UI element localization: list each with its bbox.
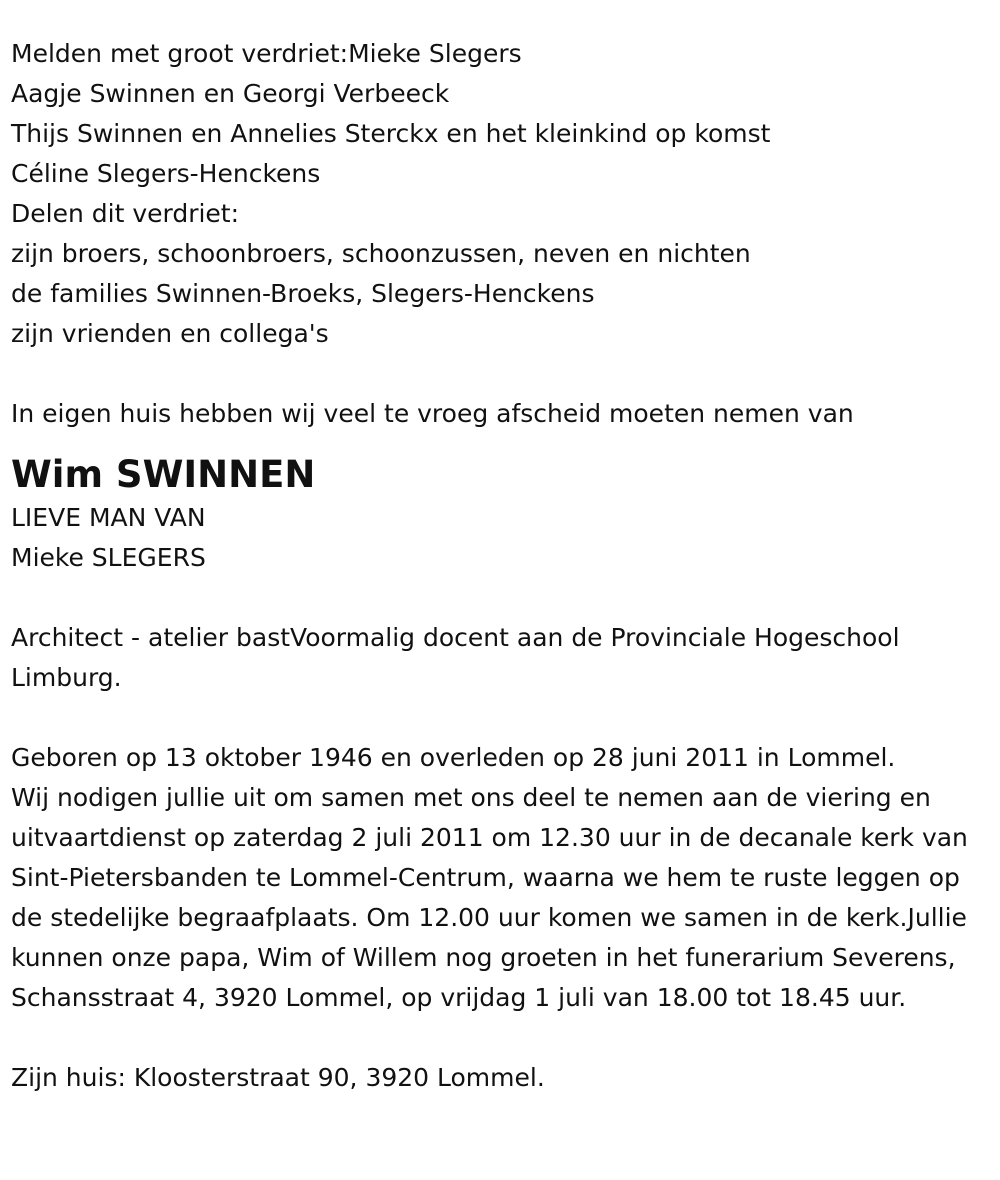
announcers-block bbox=[11, 34, 990, 194]
spouse-name: Mieke SLEGERS bbox=[11, 543, 206, 572]
deceased-block bbox=[11, 452, 990, 578]
sharer-line: zijn broers, schoonbroers, schoonzussen, neven en nichten bbox=[11, 239, 751, 268]
invitation-text: Wij nodigen jullie uit om samen met ons deel te nemen aan de viering en uitvaartdienst op zaterdag 2 juli 2011 om 12.30 uur in de decanale kerk van Sint-Pietersbanden te Lommel-Centrum, waarna we hem te ruste leggen op de stedelijke begraafplaats. Om 12.00 uur komen we samen in de kerk.Jullie kunnen onze papa, Wim of Willem nog groeten in het funerarium Severens, Schansstraat 4, 3920 Lommel, op vrijdag 1 juli van 18.00 tot 18.45 uur. bbox=[11, 783, 968, 1012]
home-address: Zijn huis: Kloosterstraat 90, 3920 Lommel. bbox=[11, 1063, 545, 1092]
spacer bbox=[11, 698, 990, 738]
sharer-line: de families Swinnen-Broeks, Slegers-Henckens bbox=[11, 279, 595, 308]
sharer-line: zijn vrienden en collega's bbox=[11, 319, 329, 348]
sharers-block bbox=[11, 194, 990, 354]
spacer bbox=[11, 578, 990, 618]
spacer bbox=[11, 1018, 990, 1058]
details-block bbox=[11, 738, 990, 1018]
intro-text: In eigen huis hebben wij veel te vroeg afscheid moeten nemen van bbox=[11, 399, 854, 428]
born-died-text: Geboren op 13 oktober 1946 en overleden op 28 juni 2011 in Lommel. bbox=[11, 743, 896, 772]
announcer-line: Céline Slegers-Henckens bbox=[11, 159, 321, 188]
sharers-heading: Delen dit verdriet: bbox=[11, 199, 240, 228]
deceased-name: Wim SWINNEN bbox=[11, 453, 316, 496]
spacer bbox=[11, 354, 990, 394]
announcer-line: Melden met groot verdriet:Mieke Slegers bbox=[11, 39, 522, 68]
announcer-line: Thijs Swinnen en Annelies Sterckx en het kleinkind op komst bbox=[11, 119, 771, 148]
relation-label: LIEVE MAN VAN bbox=[11, 503, 206, 532]
profession-text: Architect - atelier bastVoormalig docent aan de Provinciale Hogeschool Limburg. bbox=[11, 623, 900, 692]
announcer-line: Aagje Swinnen en Georgi Verbeeck bbox=[11, 79, 450, 108]
